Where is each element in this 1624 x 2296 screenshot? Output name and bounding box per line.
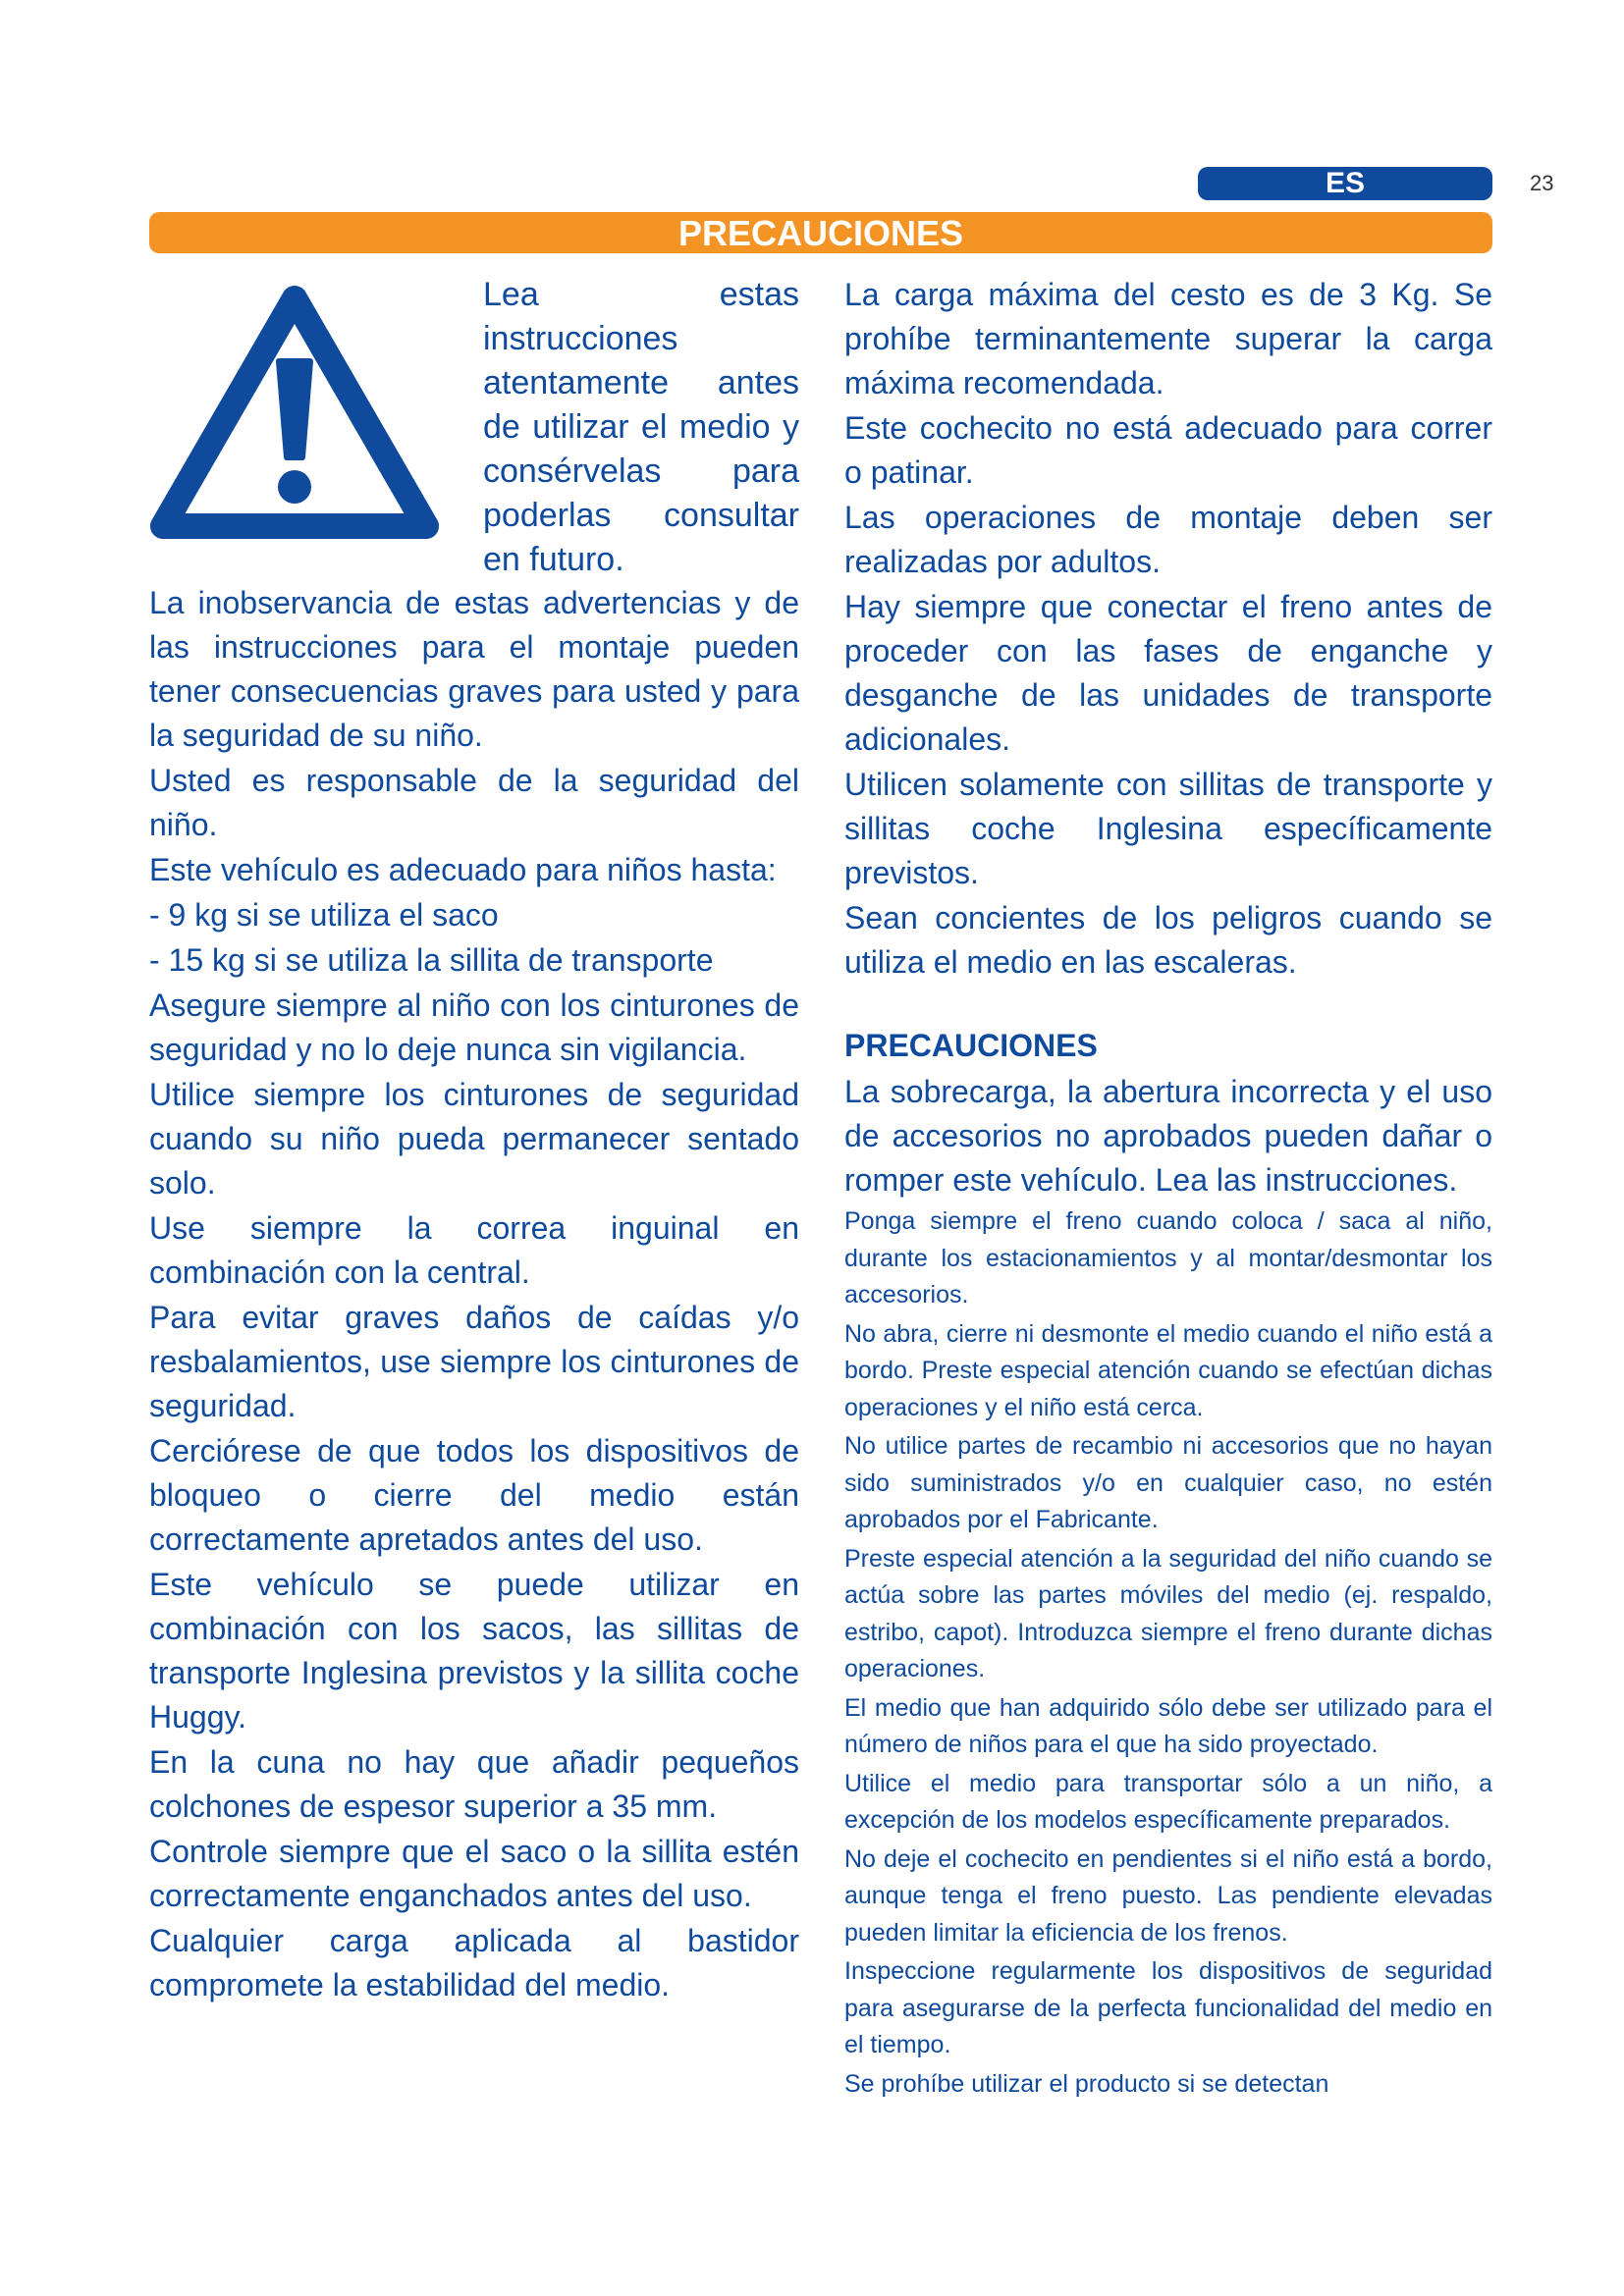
paragraph: Controle siempre que el saco o la sillita estén correctamente enganchados antes del uso. <box>149 1834 799 1913</box>
precautions-list <box>844 1203 1492 2103</box>
paragraph: Cerciórese de que todos los dispositivos de bloqueo o cierre del medio están correctamente apretados antes del uso. <box>149 1433 799 1557</box>
paragraph: Cualquier carga aplicada al bastidor compromete la estabilidad del medio. <box>149 1923 799 2002</box>
paragraph: En la cuna no hay que añadir pequeños colchones de espesor superior a 35 mm. <box>149 1744 799 1824</box>
paragraph: La carga máxima del cesto es de 3 Kg. Se prohíbe terminantemente superar la carga máxima recomendada. <box>844 277 1492 400</box>
paragraph: Para evitar graves daños de caídas y/o resbalamientos, use siempre los cinturones de seguridad. <box>149 1300 799 1423</box>
list-item: - 15 kg si se utiliza la sillita de transporte <box>149 942 714 978</box>
paragraph: Utilice siempre los cinturones de seguridad cuando su niño pueda permanecer sentado solo. <box>149 1077 799 1201</box>
paragraph: Use siempre la correa inguinal en combinación con la central. <box>149 1210 799 1290</box>
language-badge: ES <box>1198 167 1492 200</box>
paragraph: Este cochecito no está adecuado para correr o patinar. <box>844 410 1492 490</box>
intro-paragraph: Lea estas instrucciones atentamente antes de utilizar el medio y consérvelas para poderlas consultar en futuro. <box>483 276 799 578</box>
paragraph: Este vehículo se puede utilizar en combinación con los sacos, las sillitas de transporte Inglesina previstos y la sillita coche Huggy. <box>149 1567 799 1735</box>
intro-text <box>483 273 799 582</box>
paragraph: La inobservancia de estas advertencias y de las instrucciones para el montaje pueden tener consecuencias graves para usted y para la seguridad de su niño. <box>149 585 799 753</box>
paragraph: Utilicen solamente con sillitas de transporte y sillitas coche Inglesina específicamente previstos. <box>844 767 1492 890</box>
page-number: 23 <box>1530 171 1554 195</box>
list-item: Ponga siempre el freno cuando coloca / saca al niño, durante los estacionamientos y al montar/desmontar los accesorios. <box>844 1207 1492 1308</box>
paragraph: Asegure siempre al niño con los cinturones de seguridad y no lo deje nunca sin vigilancia. <box>149 988 799 1067</box>
list-item: Preste especial atención a la seguridad del niño cuando se actúa sobre las partes móviles del medio (ej. respaldo, estribo, capot). Introduzca siempre el freno durante dichas operaciones. <box>844 1544 1492 1682</box>
paragraph: Usted es responsable de la seguridad del niño. <box>149 763 799 842</box>
list-item: No deje el cochecito en pendientes si el niño está a bordo, aunque tenga el freno puesto. Las pendiente elevadas pueden limitar la eficiencia de los frenos. <box>844 1844 1492 1947</box>
paragraph: Las operaciones de montaje deben ser realizadas por adultos. <box>844 500 1492 579</box>
section-lead: La sobrecarga, la abertura incorrecta y el uso de accesorios no aprobados pueden dañar o romper este vehículo. Lea las instrucciones. <box>844 1074 1492 1198</box>
section-heading: PRECAUCIONES <box>844 1028 1098 1063</box>
list-item: - 9 kg si se utiliza el saco <box>149 897 499 933</box>
paragraph: Hay siempre que conectar el freno antes de proceder con las fases de enganche y desganche de las unidades de transporte adicionales. <box>844 589 1492 757</box>
page-title: PRECAUCIONES <box>149 212 1492 253</box>
left-column <box>149 581 799 2008</box>
list-item: Se prohíbe utilizar el producto si se detectan <box>844 2069 1329 2098</box>
paragraph: Sean concientes de los peligros cuando se utiliza el medio en las escaleras. <box>844 900 1492 980</box>
list-item: Utilice el medio para transportar sólo a un niño, a excepción de los modelos específicamente preparados. <box>844 1769 1492 1834</box>
paragraph: Este vehículo es adecuado para niños hasta: <box>149 852 777 887</box>
warning-triangle-icon <box>145 285 444 550</box>
list-item: No abra, cierre ni desmonte el medio cuando el niño está a bordo. Preste especial atención cuando se efectúan dichas operaciones y el niño está cerca. <box>844 1319 1492 1421</box>
list-item: No utilice partes de recambio ni accesorios que no hayan sido suministrados y/o en cualquier caso, no estén aprobados por el Fabricante. <box>844 1432 1492 1533</box>
right-column <box>844 273 1492 2105</box>
list-item: El medio que han adquirido sólo debe ser utilizado para el número de niños para el que ha sido proyectado. <box>844 1693 1492 1758</box>
list-item: Inspeccione regularmente los dispositivos de seguridad para asegurarse de la perfecta funcionalidad del medio en el tiempo. <box>844 1957 1492 2058</box>
